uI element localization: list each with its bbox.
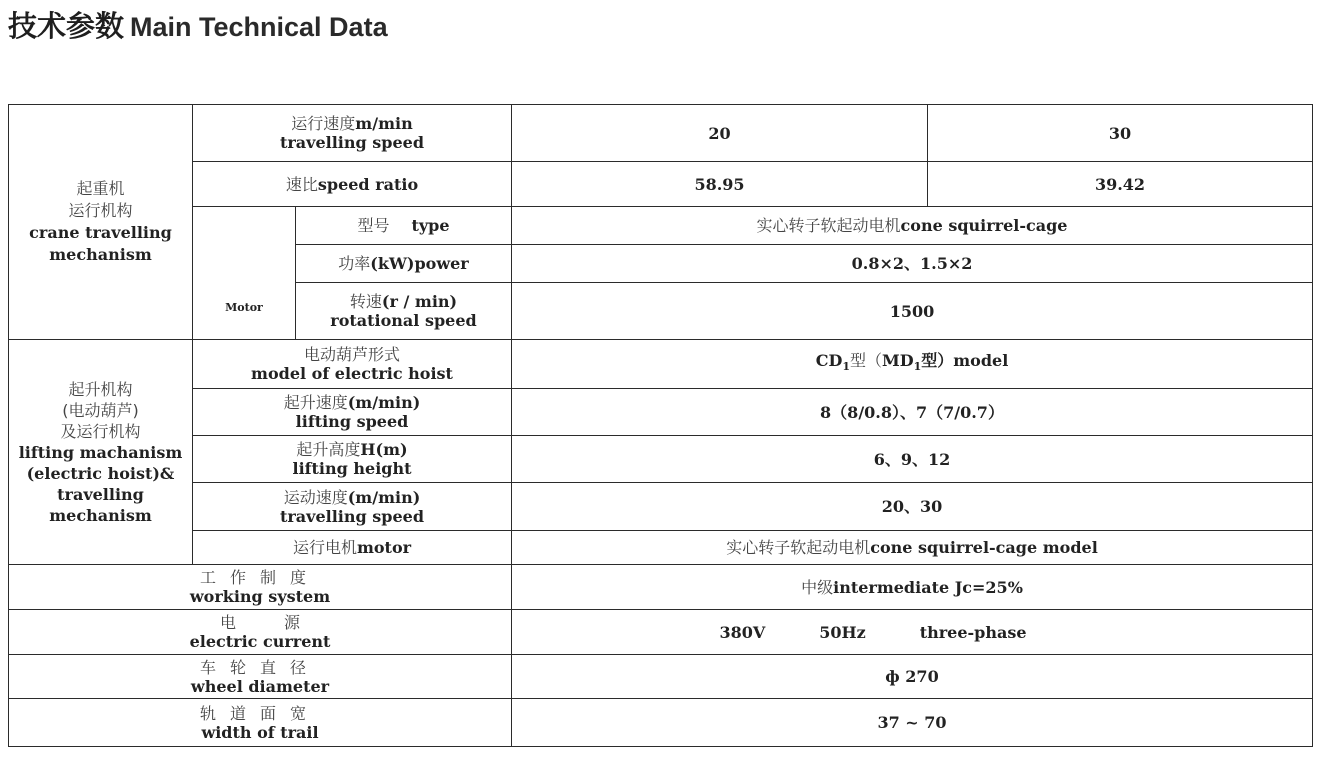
page-title [8,4,388,45]
travelling-speed-value-1: 20 [512,105,928,162]
motor-label: Motor [193,207,296,340]
rotational-speed-label: 转速(r / min) rotational speed [296,283,512,340]
table-row [9,483,1313,531]
table-row [9,436,1313,483]
rotational-speed-value: 1500 [512,283,1313,340]
travel-motor-label: 运行电机motor [193,531,512,565]
lifting-mechanism-group-label: 起升机构 (电动葫芦) 及运行机构 lifting machanism (electric hoist)& travelling mechanism [9,340,193,565]
speed-ratio-label: 速比speed ratio [193,162,512,207]
page-title-en: Main Technical Data [130,12,388,42]
table-row [9,207,1313,245]
lifting-speed-label: 起升速度(m/min) lifting speed [193,389,512,436]
table-row [9,655,1313,699]
lifting-speed-value: 8（8/0.8）、7（7/0.7） [512,389,1313,436]
electric-current-value: 380V 50Hz three-phase [512,610,1313,655]
hoist-model-label: 电动葫芦形式 model of electric hoist [193,340,512,389]
table-row [9,105,1313,162]
travel-motor-value: 实心转子软起动电机cone squirrel-cage model [512,531,1313,565]
motor-power-value: 0.8×2、1.5×2 [512,245,1313,283]
lifting-height-value: 6、9、12 [512,436,1313,483]
table-row [9,565,1313,610]
lifting-height-label: 起升高度H(m) lifting height [193,436,512,483]
wheel-diameter-value: ф 270 [512,655,1313,699]
motor-power-label: 功率(kW)power [296,245,512,283]
hoist-travelling-speed-label: 运动速度(m/min) travelling speed [193,483,512,531]
speed-ratio-value-2: 39.42 [928,162,1313,207]
table-row [9,389,1313,436]
table-row [9,531,1313,565]
electric-current-label: 电源 electric current [9,610,512,655]
page-title-cn: 技术参数 [8,9,125,43]
trail-width-label: 轨道面宽 width of trail [9,699,512,747]
table-row [9,610,1313,655]
motor-type-value: 实心转子软起动电机cone squirrel-cage [512,207,1313,245]
wheel-diameter-label: 车轮直径 wheel diameter [9,655,512,699]
table-row [9,699,1313,747]
technical-data-table [8,104,1313,747]
crane-travelling-group-label: 起重机 运行机构 crane travelling mechanism [9,105,193,340]
working-system-label: 工作制度 working system [9,565,512,610]
travelling-speed-value-2: 30 [928,105,1313,162]
speed-ratio-value-1: 58.95 [512,162,928,207]
table-row [9,340,1313,389]
working-system-value: 中级intermediate Jc=25% [512,565,1313,610]
table-row [9,162,1313,207]
hoist-travelling-speed-value: 20、30 [512,483,1313,531]
travelling-speed-label: 运行速度m/min travelling speed [193,105,512,162]
hoist-model-value: $CD_1$型（$MD_1$型）model [512,340,1313,389]
trail-width-value: 37 ~ 70 [512,699,1313,747]
motor-type-label: 型号 type [296,207,512,245]
